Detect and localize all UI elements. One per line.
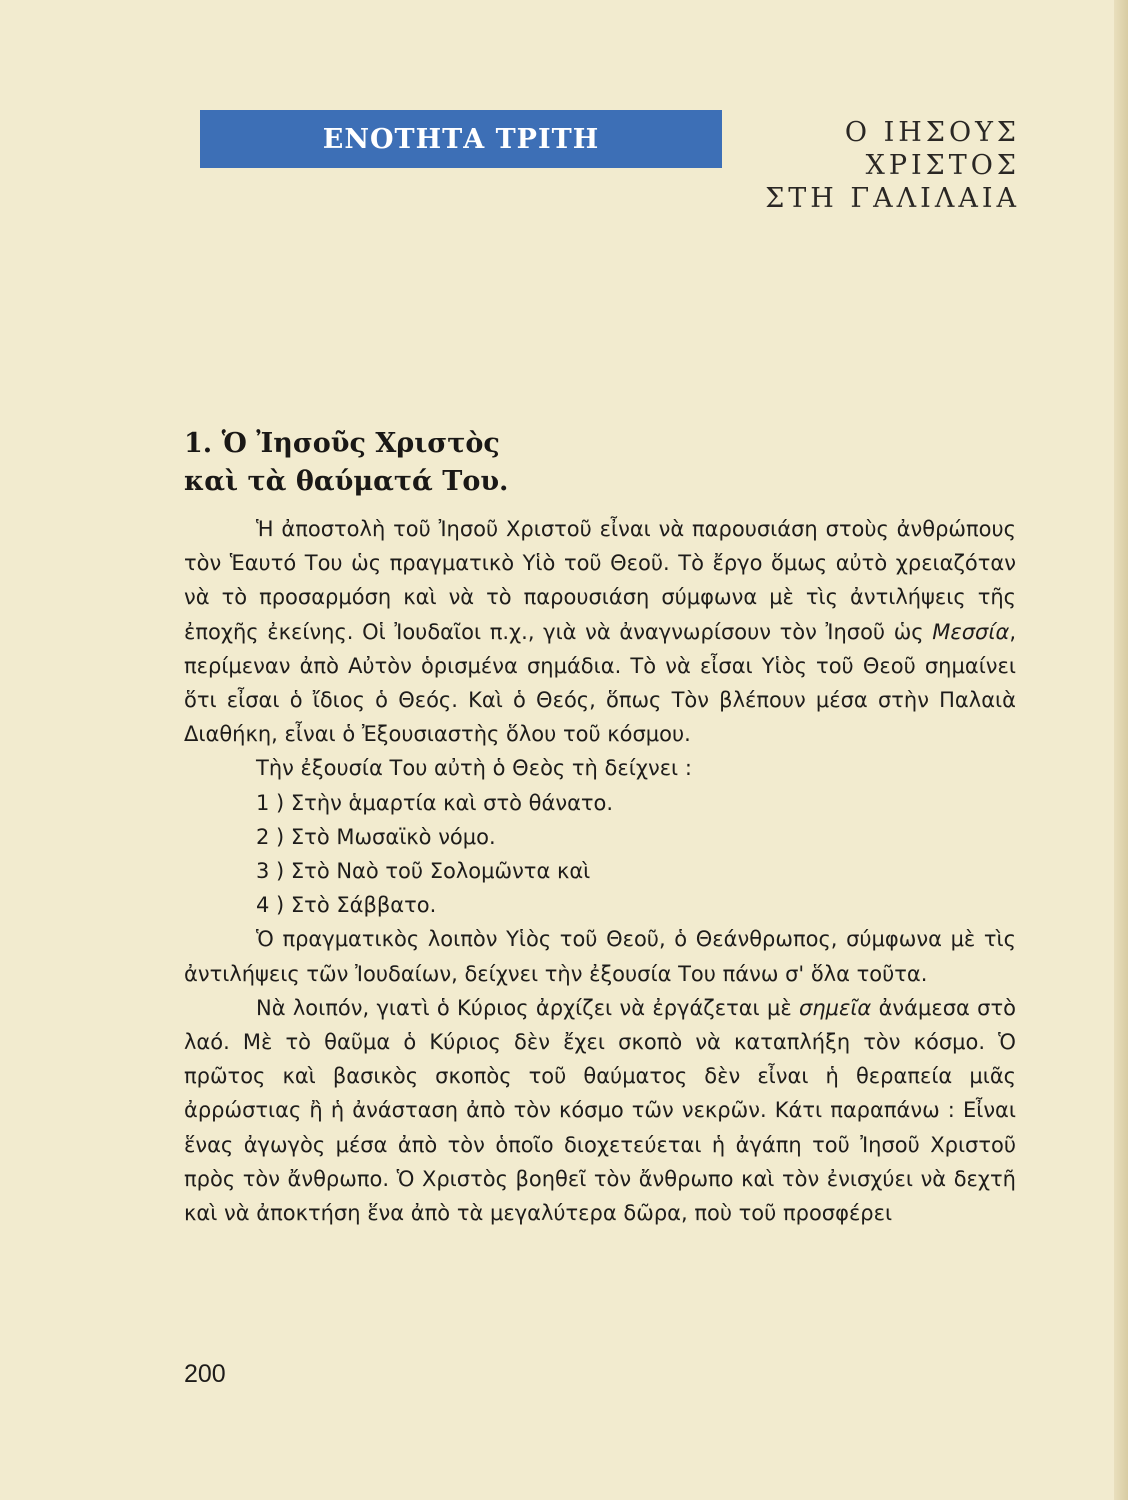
paragraph: Τὴν ἐξουσία Του αὐτὴ ὁ Θεὸς τὴ δείχνει : (256, 756, 692, 781)
chapter-title-line: ΧΡΙΣΤΟΣ (865, 150, 1020, 181)
paragraph-text: ἀνάμεσα στὸ λαό. Μὲ τὸ θαῦμα ὁ Κύριος δὲν ἔχει σκοπὸ νὰ καταπλήξη τὸν κόσμο. Ὁ πρῶτος καὶ βασικὸς σκοπὸς τοῦ θαύματος δὲν εἶναι ἡ θεραπεία μιᾶς ἀρρώστιας ἢ ἡ ἀνάσταση ἀπὸ τὸν κόσμο τῶν νεκρῶν. Κάτι παραπάνω : Εἶναι ἕνας ἀγωγὸς μέσα ἀπὸ τὸν ὁποῖο διοχετεύεται ἡ ἀγάπη τοῦ Ἰησοῦ Χριστοῦ πρὸς τὸν ἄνθρωπο. Ὁ Χριστὸς βοηθεῖ τὸν ἄνθρωπο καὶ τὸν ἐνισχύει νὰ δεχτῆ καὶ νὰ ἀποκτήση ἕνα ἀπὸ τὰ μεγαλύτερα δῶρα, ποὺ τοῦ προσφέρει (184, 995, 1016, 1226)
emphasis-text: Μεσσία (932, 619, 1010, 644)
paragraph (184, 991, 1016, 1230)
list-item: 1 ) Στὴν ἁμαρτία καὶ στὸ θάνατο. (256, 790, 614, 815)
emphasis-text: σημεῖα (799, 995, 872, 1020)
paragraph-text: , περίμεναν ἀπὸ Αὐτὸν ὁρισμένα σημάδια. Τὸ νὰ εἶσαι Υἱὸς τοῦ Θεοῦ σημαίνει ὅτι εἶσαι ὁ ἴδιος ὁ Θεός. Καὶ ὁ Θεός, ὅπως Τὸν βλέπουν μέσα στὴν Παλαιὰ Διαθήκη, εἶναι ὁ Ἐξουσιαστὴς ὅλου τοῦ κόσμου. (184, 619, 1016, 747)
list-item: 2 ) Στὸ Μωσαϊκὸ νόμο. (256, 824, 496, 849)
list-item: 3 ) Στὸ Ναὸ τοῦ Σολομῶντα καὶ (256, 859, 591, 884)
page-number: 200 (184, 1360, 226, 1388)
list-item: 4 ) Στὸ Σάββατο. (256, 893, 437, 918)
power-list (184, 786, 1016, 923)
paragraph (184, 512, 1016, 751)
paragraph-text: Ἡ ἀποστολὴ τοῦ Ἰησοῦ Χριστοῦ εἶναι νὰ παρουσιάση στοὺς ἀνθρώπους τὸν Ἑαυτό Του ὡς πραγματικὸ Υἱὸ τοῦ Θεοῦ. Τὸ ἔργο ὅμως αὐτὸ χρειαζόταν νὰ τὸ προσαρμόση καὶ νὰ τὸ παρουσιάση σύμφωνα μὲ τὶς ἀντιλήψεις τῆς ἐποχῆς ἐκείνης. Οἱ Ἰουδαῖοι π.χ., γιὰ νὰ ἀναγνωρίσουν τὸν Ἰησοῦ ὡς (184, 517, 1016, 644)
body-text (184, 512, 1016, 1230)
page-edge (1114, 0, 1128, 1500)
paragraph-text: Νὰ λοιπόν, γιατὶ ὁ Κύριος ἀρχίζει νὰ ἐργάζεται μὲ (256, 995, 792, 1020)
banner-label: ΕΝΟΤΗΤΑ ΤΡΙΤΗ (322, 123, 600, 155)
chapter-title (765, 116, 1020, 215)
section-heading-line: καὶ τὰ θαύματά Του. (184, 466, 509, 497)
chapter-title-line: ΣΤΗ ΓΑΛΙΛΑΙΑ (765, 183, 1020, 214)
chapter-title-line: Ο ΙΗΣΟΥΣ (844, 117, 1020, 148)
section-heading-line: 1. Ὁ Ἰησοῦς Χριστὸς (184, 428, 500, 459)
paragraph: Ὁ πραγματικὸς λοιπὸν Υἱὸς τοῦ Θεοῦ, ὁ Θεάνθρωπος, σύμφωνα μὲ τὶς ἀντιλήψεις τῶν Ἰουδαίων, δείχνει τὴν ἐξουσία Του πάνω σ' ὅλα τοῦτα. (184, 927, 1016, 986)
section-banner (200, 110, 722, 168)
section-heading (184, 425, 508, 501)
